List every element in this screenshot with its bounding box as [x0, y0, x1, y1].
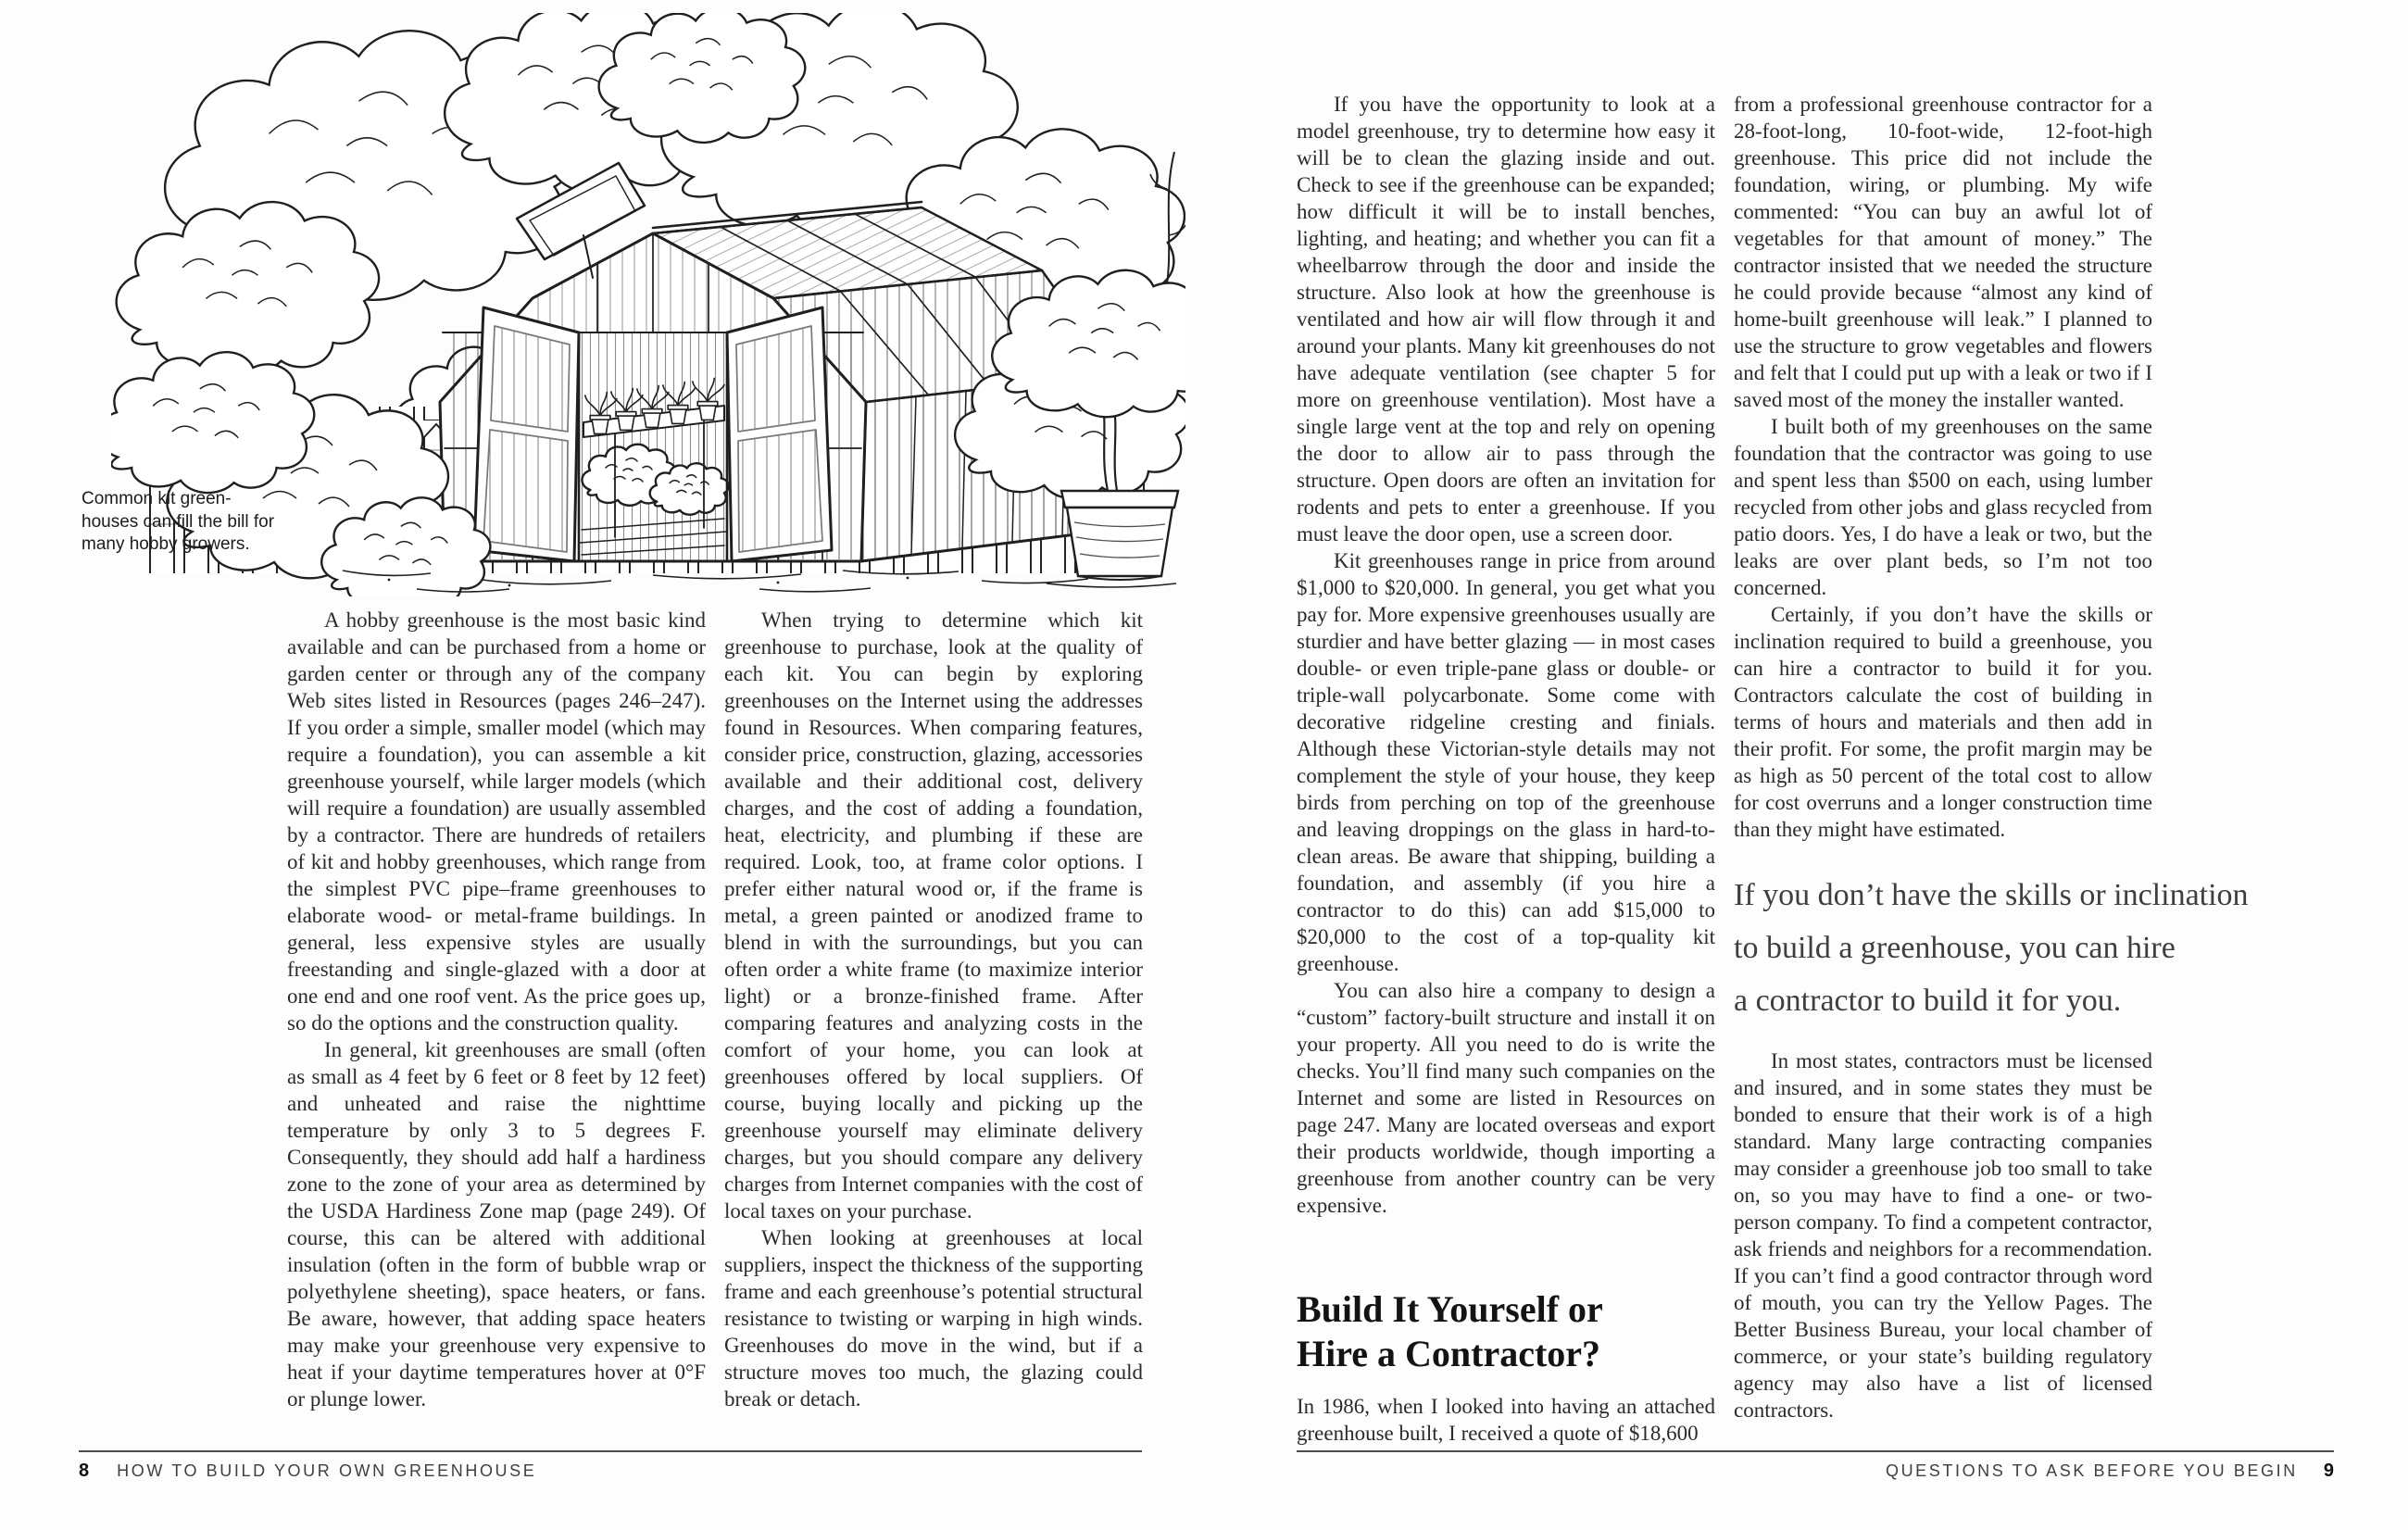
- caption-line-3: many hobby growers.: [82, 534, 250, 554]
- left-page-footer: [79, 1461, 536, 1482]
- body-paragraph: When looking at greenhouses at local suppliers, inspect the thickness of the supporting frame and each greenhouse’s potential structural resistance to twisting or warping in high winds. Greenhouses do move in the wind, but if a structure moves too much, the glazing could break or detach.: [724, 1226, 1143, 1411]
- pull-quote-line-1: If you don’t have the skills or inclination: [1734, 878, 2249, 912]
- caption-line-1: Common kit green-: [82, 489, 232, 508]
- body-paragraph: You can also hire a company to design a “custom” factory-built structure and install it on your property. All you need to do is write the checks. You’ll find many such companies on the Internet and some are listed in Resources on page 247. Many are located overseas and export their products worldwide, though importing a greenhouse from another country can be very expensive.: [1297, 979, 1715, 1217]
- right-page-number: 9: [2323, 1461, 2334, 1481]
- illustration-caption: [82, 488, 304, 557]
- left-page-column-1: [287, 607, 706, 1412]
- left-running-title: HOW TO BUILD YOUR OWN GREENHOUSE: [117, 1461, 537, 1480]
- body-paragraph: A hobby greenhouse is the most basic kind available and can be purchased from a home or garden center or through any of the company Web sites listed in Resources (pages 246–247). If you order a simple, smaller model (which may require a foundation), you can assemble a kit greenhouse yourself, while larger models (which will require a foundation) are usually assembled by a contractor. There are hundreds of retailers of kit and hobby greenhouses, which range from the simplest PVC pipe–frame greenhouses to elaborate wood- or metal-frame buildings. In general, less expensive styles are usually freestanding and single-glazed with a door at one end and one roof vent. As the price goes up, so do the options and the construction quality.: [287, 608, 706, 1035]
- right-page-footer: [1297, 1461, 2334, 1482]
- body-paragraph: If you have the opportunity to look at a model greenhouse, try to determine how easy it will be to clean the glazing inside and out. Check to see if the greenhouse can be expanded; how difficult it will be to install benches, lighting, and heating; and whether you can fit a wheelbarrow through the door and inside the structure. Also look at how the greenhouse is ventilated and how air will flow through it and around your plants. Many kit greenhouses do not have adequate ventilation (see chapter 5 for more on greenhouse ventilation). Most have a single large vent at the top and rely on opening the door to allow air to pass through the structure. Open doors are often an invitation for rodents and pets to enter a greenhouse. If you must leave the door open, use a screen door.: [1297, 93, 1715, 546]
- body-paragraph: In most states, contractors must be licensed and insured, and in some states they must be bonded to ensure that their work is of a high standard. Many large contracting companies may consider a greenhouse job too small to take on, so you may have to find a one- or two-person company. To find a competent contractor, ask friends and neighbors for a recommendation. If you can’t find a good contractor through word of mouth, you can try the Yellow Pages. The Better Business Bureau, your local chamber of commerce, or your state’s building regulatory agency may also have a list of licensed contractors.: [1734, 1049, 2152, 1422]
- right-page-column-1: [1297, 91, 1715, 1447]
- right-footer-rule: [1297, 1450, 2334, 1452]
- pull-quote: [1734, 869, 2276, 1027]
- body-paragraph: Certainly, if you don’t have the skills or inclination required to build a greenhouse, you can hire a contractor to build it for you. Contractors calculate the cost of building in terms of hours and materials and then add in their profit. For some, the profit margin may be as high as 50 percent of the total cost to allow for cost overruns and a longer construction time than they might have estimated.: [1734, 603, 2152, 841]
- section-heading: [1297, 1287, 1715, 1376]
- greenhouse-interior: [577, 332, 729, 561]
- pull-quote-line-3: a contractor to build it for you.: [1734, 984, 2122, 1018]
- body-paragraph: In general, kit greenhouses are small (often as small as 4 feet by 6 feet or 8 feet by 12 feet) and unheated and raise the nighttime temperature by only 3 to 5 degrees F. Consequently, they should add half a hardiness zone to the zone of your area as determined by the USDA Hardiness Zone map (page 249). Of course, this can be altered with additional insulation (often in the form of bubble wrap or polyethylene sheeting), space heaters, or fans. Be aware, however, that adding space heaters may make your greenhouse very expensive to heat if your daytime temperatures hover at 0°F or plunge lower.: [287, 1038, 706, 1411]
- body-paragraph: In 1986, when I looked into having an attached greenhouse built, I received a quote of $18,600: [1297, 1395, 1715, 1445]
- caption-line-2: houses can fill the bill for: [82, 511, 275, 532]
- body-paragraph: When trying to determine which kit greenhouse to purchase, look at the quality of each kit. You can begin by exploring greenhouses on the Internet using the addresses found in Resources. When comparing features, consider price, construction, glazing, accessories available and their additional cost, delivery charges, and the cost of adding a foundation, heat, electricity, and plumbing if these are required. Look, too, at frame color options. I prefer either natural wood or, if the frame is metal, a green painted or anodized frame to blend in with the surroundings, but you can often order a white frame (to maximize interior light) or a bronze-finished frame. After comparing features and analyzing costs in the comfort of your home, you can look at greenhouses offered by local suppliers. Of course, buying locally and picking up the greenhouse yourself may eliminate delivery charges, but you should compare any delivery charges from Internet companies with the cost of local taxes on your purchase.: [724, 608, 1143, 1223]
- right-page-column-2: [1734, 91, 2249, 1423]
- section-heading-line-2: Hire a Contractor?: [1297, 1333, 1601, 1374]
- section-heading-line-1: Build It Yourself or: [1297, 1288, 1603, 1330]
- left-page-column-2: [724, 607, 1143, 1412]
- left-page-number: 8: [79, 1461, 90, 1481]
- left-footer-rule: [79, 1450, 1142, 1452]
- body-paragraph: I built both of my greenhouses on the same foundation that the contractor was going to use and spent less than $500 on each, using lumber recycled from other jobs and glass recycled from patio doors. Yes, I do have a leak or two, but the leaks are over plant beds, so I’m not too concerned.: [1734, 415, 2152, 599]
- body-paragraph: Kit greenhouses range in price from around $1,000 to $20,000. In general, you get what you pay for. More expensive greenhouses usually are sturdier and have better glazing — in most cases double- or even triple-pane glass or double- or triple-wall polycarbonate. Some come with decorative ridgeline cresting and finials. Although these Victorian-style details may not complement the style of your house, they keep birds from perching on top of the greenhouse and leaving droppings on the glass in hard-to-clean areas. Be aware that shipping, building a foundation, and assembly (if you hire a contractor to do this) can add $15,000 to $20,000 to the cost of a top-quality kit greenhouse.: [1297, 549, 1715, 975]
- pull-quote-line-2: to build a greenhouse, you can hire: [1734, 931, 2176, 965]
- right-running-title: QUESTIONS TO ASK BEFORE YOU BEGIN: [1885, 1461, 2298, 1480]
- body-paragraph: from a professional greenhouse contractor for a 28-foot-long, 10-foot-wide, 12-foot-high greenhouse. This price did not include the foundation, wiring, or plumbing. My wife commented: “You can buy an awful lot of vegetables for that amount of money.” The contractor insisted that we needed the structure he could provide because “almost any kind of home-built greenhouse will leak.” I planned to use the structure to grow vegetables and flowers and felt that I could put up with a leak or two if I saved most of the money the installer wanted.: [1734, 93, 2152, 411]
